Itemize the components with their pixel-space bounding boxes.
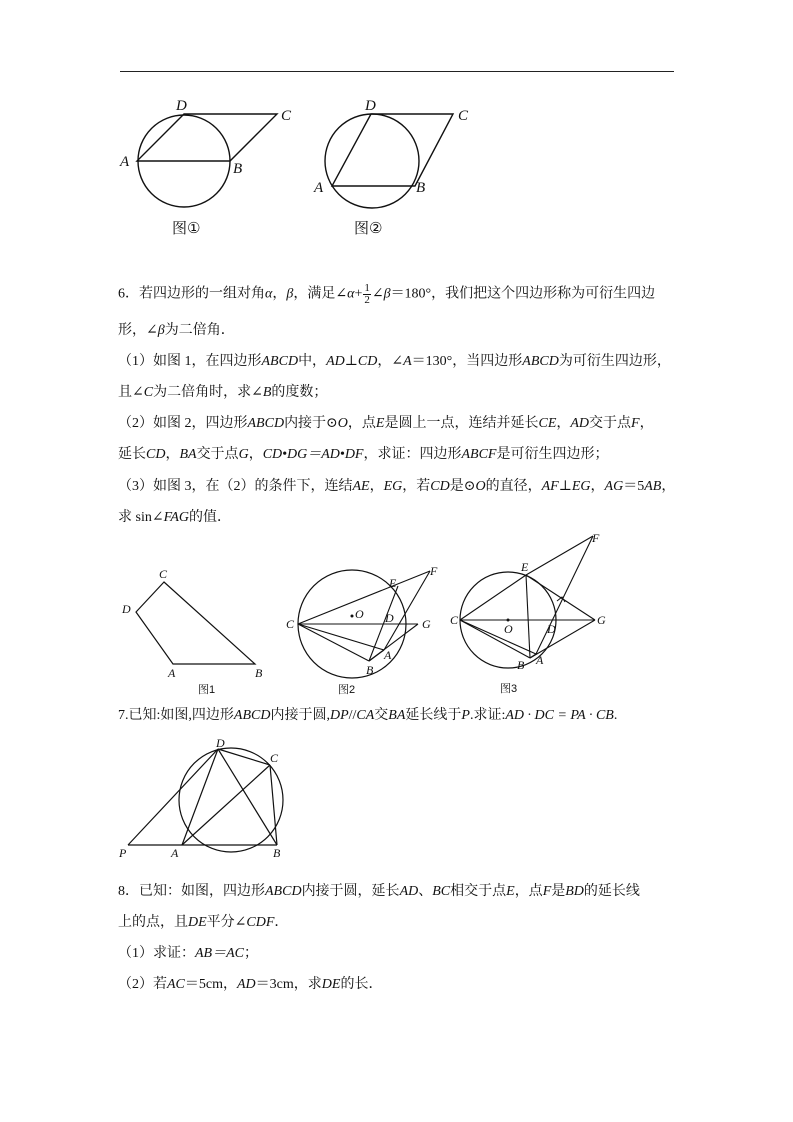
fig-top2-label-b: B [416, 180, 426, 196]
p6f2-label-d: D [385, 611, 394, 625]
problem6-part2-line2: 延长CD，BA交于点G，CD•DG＝AD•DF，求证：四边形ABCF是可衍生四边形； [118, 447, 609, 462]
fig-top2-circle [325, 114, 419, 208]
p6f3-label-a: A [536, 653, 544, 667]
p6f3-label-g: G [597, 613, 606, 627]
p7-label-d: D [216, 736, 225, 750]
p6f3-label-c: C [450, 613, 459, 627]
problem6-figure-2 [280, 560, 450, 700]
problem6-line2: 形，∠β为二倍角． [118, 323, 235, 338]
p6f1-label-d: D [122, 602, 131, 616]
problem6-part1-line2: 且∠C为二倍角时，求∠B的度数； [118, 385, 328, 400]
p6f3-label-e: E [521, 560, 529, 574]
problem6-part2-line1: （2）如图 2，四边形ABCD内接于⊙O，点E是圆上一点，连结并延长CE，AD交于点F， [118, 416, 654, 431]
fig-top1-label-b: B [233, 161, 243, 177]
p6f3-label-d: D [547, 622, 556, 636]
p6f2-label-c: C [286, 617, 295, 631]
p6f2-caption: 图2 [338, 684, 356, 696]
p7-label-a: A [171, 846, 179, 860]
fig-top1-label-d: D [176, 98, 187, 114]
p6f3-label-f: F [592, 531, 600, 545]
problem6-part1-line1: （1）如图 1，在四边形ABCD中，AD⊥CD，∠A＝130°，当四边形ABCD为可衍生四边形， [118, 354, 671, 369]
figure-top-1 [110, 95, 310, 245]
problem7-figure [110, 730, 310, 870]
p6f3-caption: 图3 [500, 683, 518, 695]
problem7-text: 7.已知:如图,四边形ABCD内接于圆,DP//CA交BA延长线于P.求证:AD · DC = PA · CB. [118, 708, 618, 723]
fig-top2-label-c: C [458, 108, 469, 124]
fig-top1-caption: 图① [172, 220, 201, 237]
fig-top2-caption: 图② [354, 220, 383, 237]
p6f1-caption: 图1 [198, 684, 216, 696]
problem6-part3-line2: 求 sin∠FAG的值． [118, 510, 231, 525]
p6f2-label-g: G [422, 617, 431, 631]
p7-label-c: C [270, 751, 279, 765]
p6f2-label-b: B [366, 663, 374, 677]
problem8-part1: （1）求证：AB＝AC； [118, 946, 258, 961]
problem6-figure-1 [110, 560, 280, 700]
figure-top-2 [305, 95, 505, 245]
problem8-line2: 上的点，且DE平分∠CDF． [118, 915, 289, 930]
p6f1-label-b: B [255, 666, 263, 680]
p6f1-label-c: C [159, 567, 168, 581]
problem8-line1: 8．已知：如图，四边形ABCD内接于圆，延长AD、BC相交于点E，点F是BD的延长线 [118, 884, 640, 899]
p6f3-label-b: B [517, 658, 525, 672]
p6f1-quadrilateral [136, 582, 255, 664]
fig-top1-label-a: A [120, 154, 130, 170]
p6f1-label-a: A [168, 666, 176, 680]
p6f2-label-e: E [389, 576, 397, 590]
p6f2-label-a: A [384, 648, 392, 662]
fig-top2-label-a: A [314, 180, 324, 196]
problem6-line1: 6．若四边形的一组对角α，β，满足∠α+ $\frac{1}{2}$ ∠β＝180°，我们把这个四边形称为可衍生四边 [118, 282, 656, 306]
p6f3-label-o: O [504, 622, 513, 636]
p6f2-label-f: F [430, 564, 438, 578]
fig-top1-label-c: C [281, 108, 292, 124]
p7-label-p: P [119, 846, 127, 860]
fig-top2-label-d: D [365, 98, 376, 114]
fig-top2-parallelogram [332, 114, 453, 186]
header-rule [120, 71, 674, 72]
fraction-one-half: $\frac{1}{2}$ [364, 282, 370, 306]
problem8-part2: （2）若AC＝5cm，AD＝3cm，求DE的长． [118, 977, 383, 992]
problem6-figure-3 [450, 530, 620, 700]
p6f2-label-o: O [355, 607, 364, 621]
problem6-part3-line1: （3）如图 3，在（2）的条件下，连结AE，EG，若CD是⊙O的直径，AF⊥EG，AG＝5AB， [118, 479, 676, 494]
p7-label-b: B [273, 846, 281, 860]
